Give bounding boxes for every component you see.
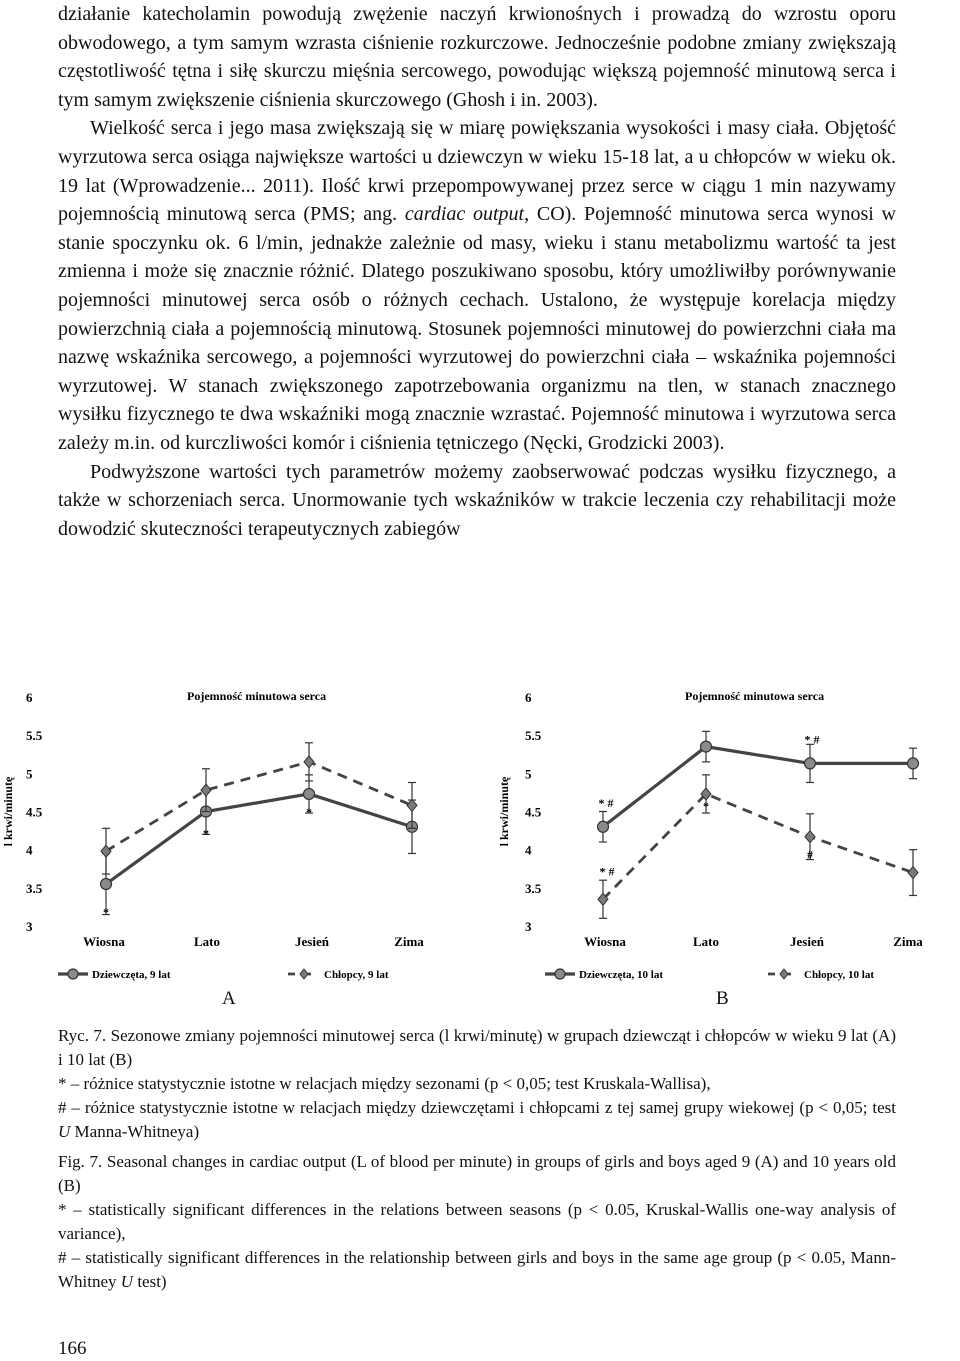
x-tick-label: Zima [394, 934, 424, 949]
paragraph-1: działanie katecholamin powodują zwężenie naczyń krwionośnych i prowadzą do wzrostu oporu obwodowego, a tym samym wzrasta ciśnienie rozkurczowe. Jednocześnie podobne zmiany zwiększają częstotliwość tętna i siłę skurczu mięśnia sercowego, powodując większą pojemność minutową serca i tym samym zwiększenie ciśnienia skurczowego (Ghosh i in. 2003). [58, 3, 896, 111]
series-line-girls [106, 794, 412, 884]
paragraph-2-tail: , CO). Pojemność minutowa serca wynosi w stanie spoczynku ok. 6 l/min, jednakże zależnie od masy, wieku i stanu metabolizmu wartość ta jest zmienna i może się znacznie różnić. Dlatego poszukiwano sposobu, który umożliwiłby porównywanie pojemności minutowej serca osób o różnych cechach. Ustalono, że występuje korelacja między powierzchnią ciała a pojemnością minutową. Stosunek pojemności minutowej do powierzchni ciała ma nazwę wskaźnika sercowego, a pojemności wyrzutowej do powierzchni ciała – wskaźnika pojemności wyrzutowej. W stanach zwiększonego zapotrzebowania organizmu na tlen, w stanach znacznego wysiłku fizycznego te dwa wskaźniki mogą znacznie wzrastać. Pojemność minutowa i wyrzutowa serca zależy m.in. od kurczliwości komór i ciśnienia tętniczego (Nęcki, Grodzicki 2003). [58, 203, 897, 454]
data-point-boys [201, 784, 211, 796]
significance-mark: * [703, 798, 709, 813]
x-tick-label: Jesień [295, 934, 329, 949]
x-tick-label: Wiosna [584, 934, 626, 949]
significance-mark: * [306, 804, 312, 819]
caption-pl-hash-post: Manna-Whitneya) [70, 1122, 200, 1141]
caption-pl-hash-note [58, 1096, 896, 1144]
data-point-girls [701, 741, 712, 752]
data-point-boys [304, 756, 314, 768]
legend-label-boys: Chłopcy, 9 lat [324, 969, 389, 981]
series-line-girls [603, 747, 913, 827]
data-point-girls [908, 758, 919, 769]
y-tick-label: 5 [26, 766, 33, 782]
y-tick-label: 5.5 [525, 728, 542, 744]
caption-en-hash-note [58, 1246, 896, 1294]
caption-en-star-note: * – statistically significant differences in the relations between seasons (p < 0.05, Kruskal-Wallis one-way analysis of variance), [58, 1200, 896, 1243]
legend-label-boys: Chłopcy, 10 lat [804, 969, 874, 981]
caption-en-hash-pre: # – statistically significant differences in the relationship between girls and boys in the same age group (p < 0.05, Mann-Whitney [58, 1248, 896, 1291]
chart-a-letter: A [222, 988, 236, 1009]
significance-mark: # [807, 847, 813, 862]
y-axis-label: l krwi/minutę [497, 776, 511, 847]
legend-marker-boys [780, 969, 788, 979]
figure-7 [0, 672, 960, 1022]
data-point-girls [805, 758, 816, 769]
y-tick-label: 4 [26, 842, 33, 858]
caption-pl-title: Ryc. 7. Sezonowe zmiany pojemności minutowej serca (l krwi/minutę) w grupach dziewcząt i chłopców w wieku 9 lat (A) i 10 lat (B) [58, 1026, 896, 1069]
data-point-girls [101, 879, 112, 890]
chart-title: Pojemność minutowa serca [187, 689, 327, 703]
y-tick-label: 3 [26, 919, 33, 934]
y-tick-label: 3 [525, 919, 532, 934]
y-tick-label: 6 [26, 690, 33, 705]
caption-en-hash-post: test) [133, 1272, 167, 1291]
figure-caption [58, 1024, 896, 1294]
chart-a [0, 672, 480, 1022]
paragraph-2-italic: cardiac output [404, 203, 525, 226]
caption-pl-star-note: * – różnice statystycznie istotne w relacjach między sezonami (p < 0,05; test Kruskala-Wallisa), [58, 1074, 711, 1093]
significance-mark: * [203, 826, 209, 841]
x-tick-label: Lato [693, 934, 719, 949]
paragraph-3: Podwyższone wartości tych parametrów możemy zaobserwować podczas wysiłku fizycznego, a także w schorzeniach serca. Unormowanie tych wskaźników w trakcie leczenia czy rehabilitacji może dowodzić skuteczności terapeutycznych zabiegów [58, 460, 896, 540]
y-axis-label: l krwi/minutę [1, 776, 15, 847]
y-tick-label: 4 [525, 842, 532, 858]
page-number: 166 [58, 1338, 87, 1359]
y-tick-label: 3.5 [525, 880, 542, 896]
x-tick-label: Jesień [790, 934, 824, 949]
chart-b-letter: B [716, 988, 729, 1009]
paragraph-2 [58, 114, 896, 457]
x-tick-label: Lato [194, 934, 220, 949]
legend-marker-girls [68, 969, 78, 979]
y-tick-label: 3.5 [26, 880, 43, 896]
caption-en-hash-u: U [120, 1272, 134, 1291]
x-tick-label: Zima [893, 934, 923, 949]
body-text [58, 0, 896, 543]
data-point-boys [805, 831, 815, 843]
chart-title: Pojemność minutowa serca [685, 689, 825, 703]
data-point-boys [101, 845, 111, 857]
chart-a-svg [0, 672, 480, 1022]
series-line-boys [603, 794, 913, 899]
paragraph-2-text: Wielkość serca i jego masa zwiększają się w miarę powiększania wysokości i masy ciała. Objętość wyrzutowa serca osiąga największe wartości u dziewczyn w wieku 15-18 lat, a u chłopców w wieku ok. 19 lat (Wprowadzenie... 2011). Ilość krwi przepompowywanej przez serce w ciągu 1 min nazywamy pojemnością minutową serca (PMS; ang. [58, 117, 896, 226]
series-line-boys [106, 762, 412, 851]
chart-b [480, 672, 960, 1022]
y-tick-label: 4.5 [525, 804, 542, 820]
caption-en-title: Fig. 7. Seasonal changes in cardiac output (L of blood per minute) in groups of girls and boys aged 9 (A) and 10 years old (B) [58, 1152, 896, 1195]
legend-label-girls: Dziewczęta, 10 lat [579, 969, 663, 981]
data-point-boys [908, 867, 918, 879]
significance-mark: * # [599, 864, 615, 879]
y-tick-label: 4.5 [26, 804, 43, 820]
x-tick-label: Wiosna [83, 934, 125, 949]
y-tick-label: 5 [525, 766, 532, 782]
data-point-girls [598, 821, 609, 832]
y-tick-label: 6 [525, 690, 532, 705]
significance-mark: * [103, 905, 109, 920]
y-tick-label: 5.5 [26, 728, 43, 744]
significance-mark: * # [598, 795, 614, 810]
data-point-girls [304, 788, 315, 799]
significance-mark: * # [804, 732, 820, 747]
legend-marker-girls [555, 969, 565, 979]
data-point-boys [407, 799, 417, 811]
chart-b-svg [480, 672, 960, 1022]
caption-pl-hash-pre: # – różnice statystycznie istotne w relacjach między dziewczętami i chłopcami z tej samej grupy wiekowej (p < 0,05; test [58, 1098, 896, 1117]
legend-label-girls: Dziewczęta, 9 lat [92, 969, 171, 981]
caption-pl-hash-u: U [58, 1122, 71, 1141]
legend-marker-boys [300, 969, 308, 979]
